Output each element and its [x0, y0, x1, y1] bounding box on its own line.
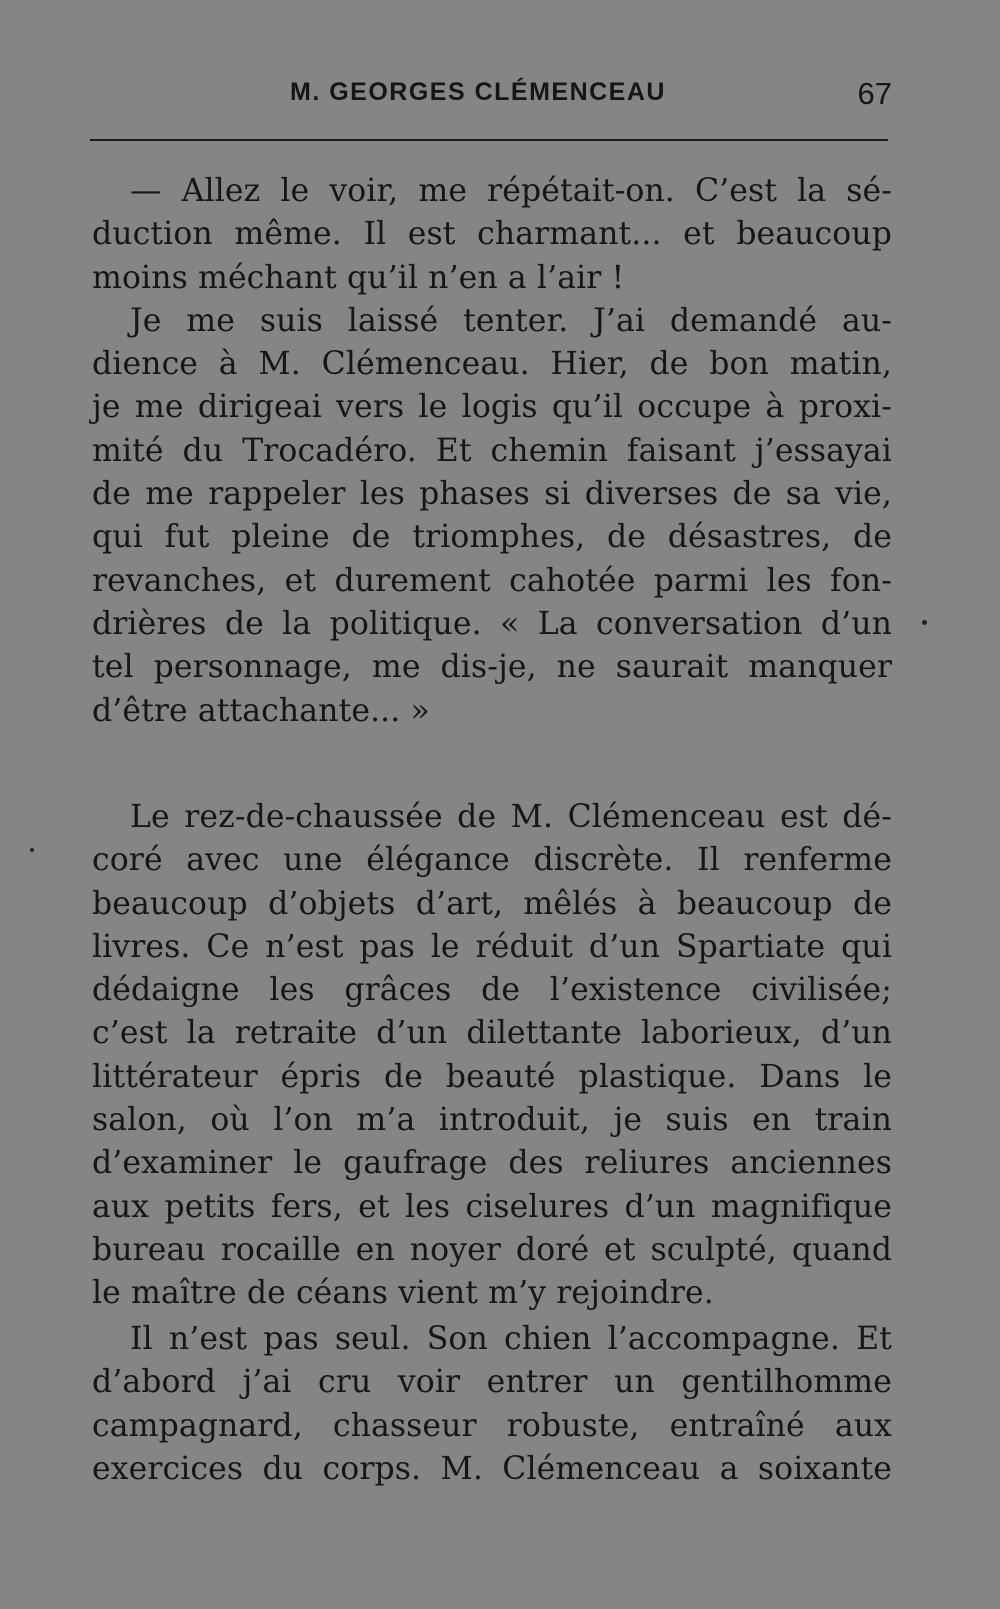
- text-line: c’est la retraite d’un dilettante laborieux, d’un: [92, 1015, 892, 1052]
- text-line: tel personnage, me dis-je, ne saurait manquer: [92, 649, 892, 686]
- text-line: exercices du corps. M. Clémenceau a soixante: [92, 1450, 892, 1487]
- running-head: [92, 74, 892, 118]
- text-line: coré avec une élégance discrète. Il renferme: [92, 842, 892, 879]
- text-line: Il n’est pas seul. Son chien l’accompagne. Et: [130, 1321, 892, 1357]
- text-line: — Allez le voir, me répétait-on. C’est la sé-: [130, 173, 892, 209]
- text-line: aux petits fers, et les ciselures d’un magnifique: [92, 1188, 892, 1225]
- paragraph-4: [92, 1318, 892, 1491]
- paper-speck: [922, 620, 927, 625]
- text-line: drières de la politique. « La conversation d’un: [92, 605, 892, 642]
- text-line: Le rez-de-chaussée de M. Clémenceau est dé-: [130, 799, 892, 835]
- text-line: dience à M. Clémenceau. Hier, de bon matin,: [92, 346, 892, 383]
- paragraph-2: [92, 300, 892, 733]
- text-block-2: [92, 796, 892, 1316]
- header-rule: [90, 139, 888, 141]
- text-block-3: [92, 1318, 892, 1491]
- text-line: de me rappeler les phases si diverses de sa vie,: [92, 476, 892, 513]
- text-line: le maître de céans vient m’y rejoindre.: [92, 1275, 714, 1312]
- text-line: littérateur épris de beauté plastique. Dans le: [92, 1058, 892, 1095]
- text-line: qui fut pleine de triomphes, de désastres, de: [92, 519, 892, 556]
- text-line: revanches, et durement cahotée parmi les fon-: [92, 562, 892, 599]
- text-line: d’abord j’ai cru voir entrer un gentilhomme: [92, 1364, 892, 1401]
- text-line: bureau rocaille en noyer doré et sculpté, quand: [92, 1231, 892, 1268]
- text-line: je me dirigeai vers le logis qu’il occupe à proxi-: [92, 389, 892, 426]
- text-line: Je me suis laissé tenter. J’ai demandé au-: [130, 302, 892, 339]
- paragraph-1: [92, 170, 892, 300]
- text-line: duction même. Il est charmant... et beaucoup: [92, 216, 892, 253]
- text-line: dédaigne les grâces de l’existence civilisée;: [92, 972, 892, 1009]
- running-title: M. GEORGES CLÉMENCEAU: [290, 78, 666, 106]
- text-line: campagnard, chasseur robuste, entraîné aux: [92, 1407, 892, 1444]
- text-line: moins méchant qu’il n’en a l’air !: [92, 259, 625, 296]
- page-number: 67: [857, 76, 892, 111]
- text-line: d’examiner le gaufrage des reliures anciennes: [92, 1145, 892, 1182]
- text-line: mité du Trocadéro. Et chemin faisant j’essayai: [92, 432, 892, 469]
- text-line: d’être attachante... »: [92, 692, 430, 729]
- text-line: livres. Ce n’est pas le réduit d’un Spartiate qui: [92, 928, 892, 965]
- text-block-1: [92, 170, 892, 733]
- paragraph-3: [92, 796, 892, 1316]
- paper-speck: [30, 848, 34, 852]
- text-line: beaucoup d’objets d’art, mêlés à beaucoup de: [92, 885, 892, 922]
- text-line: salon, où l’on m’a introduit, je suis en train: [92, 1102, 892, 1139]
